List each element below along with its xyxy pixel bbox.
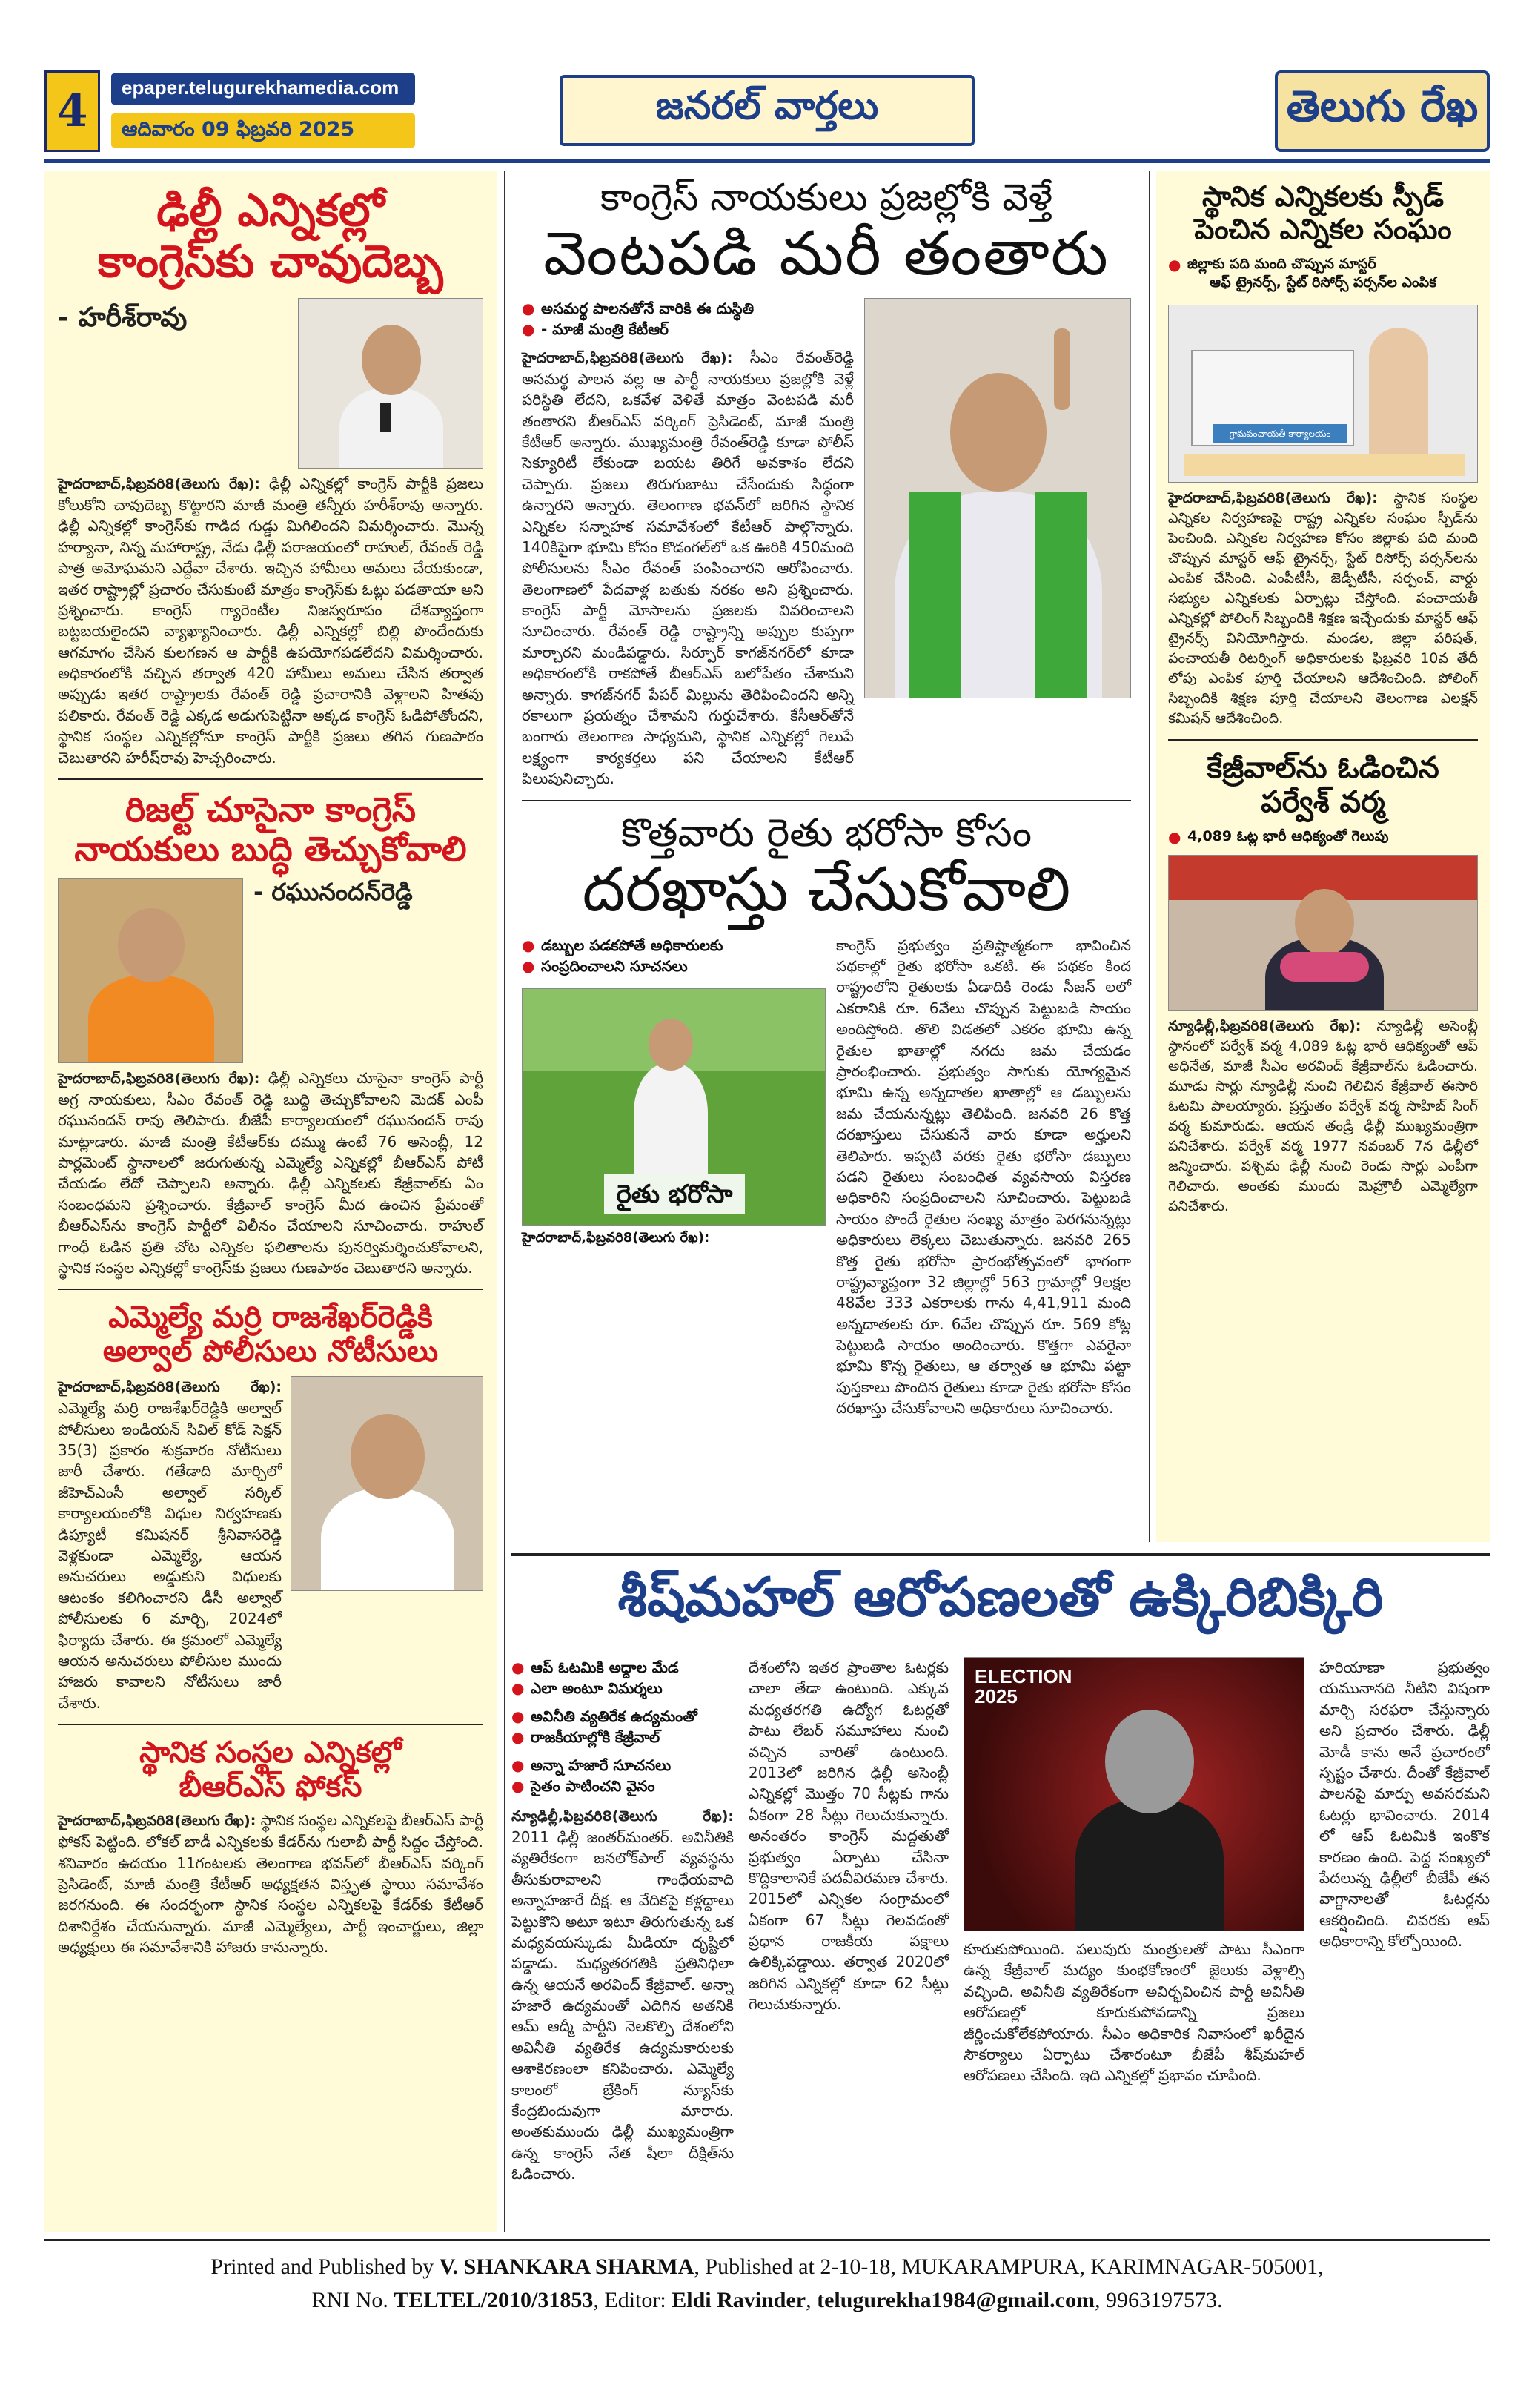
phone-number: , 9963197573. [1094, 2288, 1223, 2312]
byline: - హరీశ్‌రావు [58, 302, 188, 333]
story-election-commission [1168, 181, 1478, 729]
rni-number: TELTEL/2010/31853 [394, 2288, 594, 2312]
story-marri-rajashekar [58, 1300, 483, 1713]
dateline: హైదరాబాద్,ఫిబ్రవరి8(తెలుగు రేఖ): [58, 1813, 256, 1830]
dateline: హైదరాబాద్,ఫిబ్రవరి8(తెలుగు రేఖ): [58, 476, 260, 492]
kicker: కాంగ్రెస్ నాయకులు ప్రజల్లోకి వెళ్తే [600, 176, 1053, 219]
editor-prefix: , Editor: [593, 2288, 672, 2312]
story-raghunandan [58, 790, 483, 1278]
photo-sign-text: గ్రామపంచాయతీ కార్యాలయం [1213, 424, 1347, 443]
story-parvesh-verma [1168, 751, 1478, 1217]
article-body: హరియాణా ప్రభుత్వం యమునానది నీటిని విషంగా మార్చి సరఫరా చేస్తున్నారు అని ప్రచారం చేశారు. ఢిల్లీ మోడీ కాను అనే ప్రచారంలో స్పష్టం చేశారు. దీంతో కేజ్రీవాల్ పాలనపై మార్పు అవసరమని ఓటర్లు భావించారు. 2014 లో ఆప్ ఓటమికి ఇంకొక కారణం ఉంది. పెద్ద సంఖ్యలో పేదలున్న ఢిల్లీలో బీజేపీ తన వాగ్దానాలతో ఓటర్లను ఆకర్షించింది. చివరకు ఆప్ అధికారాన్ని కోల్పోయింది. [1319, 1658, 1490, 1951]
brand-logo: తెలుగు రేఖ [1275, 70, 1490, 152]
email-link[interactable]: telugurekha1984@gmail.com [817, 2288, 1095, 2312]
section-title: జనరల్ వార్తలు [560, 75, 975, 146]
byline: - రఘునందన్‌రెడ్డి [253, 877, 413, 906]
article-body: కూరుకుపోయింది. పలువురు మంత్రులతో పాటు సీఎంగా ఉన్న కేజ్రీవాల్ మద్యం కుంభకోణంలో జైలుకు వెళ్లాల్సి వచ్చింది. అవినీతి వ్యతిరేకంగా అవిర్భవించిన పార్టీ అవినీతి ఆరోపణల్లో కూరుకుపోవడాన్ని ప్రజలు జీర్ణించుకోలేకపోయారు. సీఎం అధికారిక నివాసంలో ఖరీదైన సౌకర్యాలు ఏర్పాటు చేశారంటూ బీజేపీ శీష్‌మహల్ ఆరోపణలు చేసింది. ఇది ఎన్నికల్లో ప్రభావం చూపింది. [964, 1940, 1304, 2085]
bullet-continued: ఆఫ్ ట్రైనర్స్, స్టేట్ రిసోర్స్ పర్సన్‌ల ఎంపిక [1209, 274, 1437, 291]
photo-overlay-text: రైతు భరోసా [604, 1174, 745, 1214]
bullet: ● ఆప్ ఓటమికి అద్దాల మేడ [511, 1657, 734, 1678]
issue-date: ఆదివారం 09 ఫిబ్రవరి 2025 [111, 113, 415, 148]
footer-rule [44, 2239, 1490, 2241]
bullet: ● అవినీతి వ్యతిరేక ఉద్యమంతో [511, 1706, 734, 1727]
bullet: ● - మాజీ మంత్రి కేటీఆర్ [522, 319, 854, 340]
page-number: 4 [44, 70, 100, 152]
article-body: 2011 ఢిల్లీ జంతర్‌మంతర్‌. అవినీతికి వ్యతిరేకంగా జనలోక్‌పాల్ వ్యవస్థను తీసుకురావాలని గాంధేయవాది అన్నాహజారే దీక్ష. ఆ వేదికపై కళ్లద్దాలు పెట్టుకొని అటూ ఇటూ తిరుగుతున్న ఒక మధ్యవయస్కుడు మీడియా దృష్టిలో పడ్డాడు. మధ్యతరగతికి ప్రతినిధిలా ఉన్న ఆయనే అరవింద్ కేజ్రీవాల్. అన్నా హజారే ఉద్యమంతో ఎదిగిన అతనికి ఆమ్ ఆద్మీ పార్టీని నెలకొల్పి దేశంలోని అవినీతి వ్యతిరేక ఉద్యమకారులకు ఆశాకిరణంలా కనిపించారు. ఎమ్మెల్యే కాలంలో బ్రేకింగ్‌ న్యూస్‌కు కేంద్రబిందువుగా మారారు. అంతకుముందు ఢిల్లీ ముఖ్యమంత్రిగా ఉన్న కాంగ్రెస్ నేత షీలా దీక్షిత్‌ను ఓడించారు. [511, 1828, 734, 2183]
bullet-continued: ● ఎలా అంటూ విమర్శలు [511, 1678, 734, 1698]
bullet: ● డబ్బుల పడకపోతే అధికారులకు [522, 935, 826, 956]
raghunandan-photo [58, 878, 243, 1063]
headline: బీఆర్ఎస్ ఫోకస్ [179, 1770, 362, 1805]
kejriwal-photo [964, 1657, 1304, 1931]
email-prefix: , [806, 2288, 818, 2312]
headline: ఢిల్లీ ఎన్నికల్లో [156, 185, 385, 236]
harish-rao-photo [298, 298, 483, 469]
headline: ఎమ్మెల్యే మర్రి రాజశేఖర్‌రెడ్డికి [108, 1300, 433, 1335]
article-body: స్థానిక సంస్థల ఎన్నికల నిర్వహణపై రాష్ట్ర ఎన్నికల సంఘం స్పీడ్‌ను పెంచింది. ఎన్నికల నిర్వహణ కోసం జిల్లాకు పది మంది చొప్పున మాస్టర్ ఆఫ్ ట్రైనర్స్, స్టేట్ రిసోర్స్ పర్సన్‌లను ఎంపిక చేసింది. ఎంపీటీసీ, జెడ్పీటీసీ, సర్పంచ్, వార్డు సభ్యుల ఎన్నికలకు ఏర్పాట్లు చేస్తోంది. పంచాయతీ ఎన్నికల్లో పోలింగ్ సిబ్బందికి శిక్షణ ఇచ్చేందుకు మాస్టర్ ఆఫ్ ట్రైనర్స్ వినియోగిస్తారు. మండల, జిల్లా పరిషత్, పంచాయతీ రిటర్నింగ్ అధికారులకు ఫిబ్రవరి 10వ తేదీ లోపు ఎంపిక పూర్తి చేయాలని ఆదేశించింది. పోలింగ్ సిబ్బందికి శిక్షణ పూర్తి చేయాలని తెలంగాణ ఎలక్షన్ కమిషన్ ఆదేశించింది. [1168, 489, 1478, 727]
headline: శీష్‌మహల్ ఆరోపణలతో ఉక్కిరిబిక్కిరి [617, 1566, 1384, 1628]
headline: స్థానిక సంస్థల ఎన్నికల్లో [139, 1736, 402, 1770]
masthead [44, 70, 1490, 152]
farmer-photo [522, 988, 826, 1226]
headline: అల్వాల్ పోలీసులు నోటీసులు [102, 1334, 439, 1369]
panchayat-office-photo [1168, 305, 1478, 483]
dateline: హైదరాబాద్,ఫిబ్రవరి8(తెలుగు రేఖ): [1168, 489, 1378, 506]
bullet: ● 4,089 ఓట్ల భారీ ఆధిక్యంతో గెలుపు [1168, 827, 1478, 847]
headline: దరఖాస్తు చేసుకోవాలి [582, 855, 1071, 926]
article-body: న్యూఢిల్లీ అసెంబ్లీ స్థానంలో పర్వేశ్ వర్మ 4,089 ఓట్ల భారీ ఆధిక్యంతో ఆప్ అధినేత, మాజీ సీఎం అరవింద్ కేజ్రీవాల్‌ను ఓడించారు. మూడు సార్లు న్యూఢిల్లీ నుంచి గెలిచిన కేజ్రీవాల్ ఈసారి ఓటమి పాలయ్యారు. ప్రస్తుతం పర్వేశ్ వర్మ సాహిబ్ సింగ్ వర్మ కుమారుడు. ఆయన తండ్రి ఢిల్లీ ముఖ్యమంత్రిగా పనిచేశారు. పర్వేశ్ వర్మ 1977 నవంబర్ 7న ఢిల్లీలో జన్మించారు. పశ్చిమ ఢిల్లీ నుంచి రెండు సార్లు ఎంపీగా గెలిచారు. అంతకు ముందు మెహ్రౌలీ ఎమ్మెల్యేగా పనిచేశారు. [1168, 1018, 1478, 1214]
article-body: సీఎం రేవంత్‌రెడ్డి అసమర్థ పాలన వల్ల ఆ పార్టీ నాయకులు ప్రజల్లోకి వెళ్లే పరిస్థితి లేదని, ఒకవేళ వెళితే మాత్రం వెంటపడి మరీ తంతారని బీఆర్‌ఎస్ వర్కింగ్ ప్రెసిడెంట్, మాజీ మంత్రి కేటీఆర్ అన్నారు. ముఖ్యమంత్రి రేవంత్‌రెడ్డి కూడా పోలీస్ సెక్యూరిటీ లేకుండా బయట తిరిగే అవకాశం లేదని చెప్పారు. ప్రజలు తిరుగుబాటు చేసేందుకు సిద్ధంగా ఉన్నారని అన్నారు. తెలంగాణ భవన్‌లో జరిగిన స్థానిక ఎన్నికల సన్నాహక సమావేశంలో కేటీఆర్ పాల్గొన్నారు. 140కిపైగా భూమి కోసం కొడంగల్‌లో ఒక ఊరికి 450మంది పోలీసులను సీఎం రేవంత్ పంపించారని ఆరోపించారు. తెలంగాణలో పేదవాళ్ల బతుకు నరకం అని ప్రశ్నించారు. కాంగ్రెస్ పార్టీ మోసాలను ప్రజలకు వివరించాలని సూచించారు. రేవంత్ రెడ్డి రాష్ట్రాన్ని అప్పుల కుప్పగా మార్చారని మండిపడ్డారు. సిర్పూర్ కాగజ్‌నగర్‌లో కూడా అధికారంలోకి రాకపోతే బీఆర్ఎస్ బలోపేతం చేశామని అన్నారు. కాగజ్‌నగర్ పేపర్ మిల్లును తెరిపించిందని అన్ని రకాలుగా ప్రయత్నం చేశామని గుర్తుచేశారు. కేసీఆర్‌తోనే బంగారు తెలంగాణ సాధ్యమని, స్థానిక ఎన్నికల్లో గెలుపే లక్ష్యంగా కార్యకర్తలు పని చేయాలని కేటీఆర్ పిలుపునిచ్చారు. [522, 348, 854, 788]
headline: రిజల్ట్ చూసైనా కాంగ్రెస్ [125, 790, 417, 830]
story-harish-rao [58, 185, 483, 768]
election-label: ELECTION 2025 [975, 1665, 1072, 1708]
headline: కేజ్రీవాల్‌ను ఓడించిన [1207, 750, 1439, 785]
column-divider [1149, 171, 1150, 1542]
imprint-prefix: Printed and Published by [210, 2255, 440, 2279]
editor-name: Eldi Ravinder [672, 2288, 806, 2312]
article-body: ఎమ్మెల్యే మర్రి రాజశేఖర్‌రెడ్డికి అల్వాల్ పోలీసులు ఇండియన్ సివిల్ కోడ్ సెక్షన్ 35(3) ప్రకారం శుక్రవారం నోటీసులు జారీ చేశారు. గతేడాది మార్చిలో జీహెచ్‌ఎంసీ అల్వాల్ సర్కిల్ కార్యాలయంలోకి విధుల నిర్వహణకు డిప్యూటీ కమిషనర్ శ్రీనివాసరెడ్డి వెళ్లకుండా ఎమ్మెల్యే, ఆయన అనుచరులు అడ్డుకుని విధులకు ఆటంకం కలిగించారని డీసీ అల్వాల్ పోలీసులకు 6 మార్చి, 2024లో ఫిర్యాదు చేశారు. ఈ క్రమంలో ఎమ్మెల్యే ఆయన అనుచరులు పోలీసుల ముందు హాజరు కావాలని నోటీసులు జారీ చేశారు. [58, 1399, 282, 1712]
dateline: హైదరాబాద్,ఫిబ్రవరి8(తెలుగు రేఖ): [522, 1229, 710, 1246]
marri-rajashekar-photo [291, 1376, 483, 1591]
story-rythu-bharosa [522, 812, 1131, 1419]
headline: స్థానిక ఎన్నికలకు స్పీడ్ [1202, 180, 1444, 213]
bullet: ● జిల్లాకు పది మంది చొప్పున మాస్టర్ [1168, 254, 1478, 274]
middle-column [511, 171, 1141, 1542]
bullet: ● అన్నా హజారే సూచనలు [511, 1755, 734, 1776]
dateline: హైదరాబాద్,ఫిబ్రవరి8(తెలుగు రేఖ): [522, 349, 733, 366]
headline: వెంటపడి మరీ తంతారు [543, 218, 1110, 289]
right-column [1156, 171, 1490, 1542]
imprint-footer [44, 2250, 1490, 2317]
bullet: ● సంప్రదించాలని సూచనలు [522, 956, 826, 976]
column-divider [504, 171, 505, 2232]
bullet-continued: ● సైతం పాటించని వైనం [511, 1776, 734, 1796]
story-ktr [522, 176, 1131, 790]
bullet: ● అసమర్థ పాలనతోనే వారికి ఈ దుస్థితి [522, 298, 854, 319]
story-sheesh-mahal [511, 1553, 1490, 2232]
article-body: ఢిల్లీ ఎన్నికల్లో కాంగ్రెస్ పార్టీకి ప్రజలు కోలుకోని చావుదెబ్బ కొట్టారని మాజీ మంత్రి తన్నీరు హరీశ్‌రావు అన్నారు. ఢిల్లీ ఎన్నికల్లో కాంగ్రెస్‌కు గాడిద గుడ్డు మిగిలిందని విమర్శించారు. మొన్న హర్యానా, నిన్న మహారాష్ట్ర, నేడు ఢిల్లీ పరాజయంలో రాహుల్, రేవంత్ రెడ్డి పాత్ర అమోఘమని ఎద్దేవా చేశారు. ఇచ్చిన హామీలు అమలు చేయకుండా, ఇతర రాష్ట్రాల్లో ప్రచారం చేసుకుంటే మాత్రం కాంగ్రెస్‌కు ఓట్లు పడతాయా అని ప్రశ్నించారు. కాంగ్రెస్ గ్యారెంటీల నిజస్వరూపం దేశవ్యాప్తంగా బట్టబయలైందని వ్యాఖ్యానించారు. ఢిల్లీ ఎన్నికల్లో బిల్లి పొందేందుకు ఆగమాగం చేసిన కులగణన ఆ పార్టీకి ఉపయోగపడలేదని విమర్శించారు. అధికారంలోకి వచ్చిన తర్వాత 420 హామీలు అమలు చేసిన తర్వాత అప్పుడు ఇతర రాష్ట్రాలకు రేవంత్ రెడ్డి ప్రచారానికి వెళ్లాలని హితవు పలికారు. రేవంత్ రెడ్డి ఎక్కడ అడుగుపెట్టినా అక్కడ కాంగ్రెస్ ఓడిపోతోందని, స్థానిక సంస్థల ఎన్నికల్లోనూ కాంగ్రెస్ పార్టీకి ప్రజలు తగిన గుణపాఠం చెబుతారని హరీష్‌రావు హెచ్చరించారు. [58, 474, 484, 767]
headline: పెంచిన ఎన్నికల సంఘం [1194, 212, 1452, 245]
dateline: హైదరాబాద్,ఫిబ్రవరి8(తెలుగు రేఖ): [58, 1379, 282, 1396]
masthead-rule [44, 159, 1490, 163]
imprint-address: , Published at 2-10-18, MUKARAMPURA, KARIMNAGAR-505001, [694, 2255, 1324, 2279]
ktr-photo [864, 298, 1131, 698]
article-body: దేశంలోని ఇతర ప్రాంతాల ఓటర్లకు చాలా తేడా ఉంటుంది. ఎక్కువ మధ్యతరగతి ఉద్యోగ ఓటర్లతో పాటు లేబర్ సమూహాలు నుంచి వచ్చిన వారితో ఉంటుంది. 2013లో జరిగిన ఢిల్లీ అసెంబ్లీ ఎన్నికల్లో మొత్తం 70 సీట్లకు గాను ఏకంగా 28 సీట్లు గెలుచుకున్నారు. అనంతరం కాంగ్రెస్ మద్దతుతో ప్రభుత్వం ఏర్పాటు చేసినా కొద్దికాలానికే పదవీవిరమణ చేశారు. 2015లో ఎన్నికల సంగ్రామంలో ఏకంగా 67 సీట్లు గెలవడంతో ప్రధాన రాజకీయ పక్షాలు ఉలిక్కిపడ్డాయి. తర్వాత 2020లో జరిగిన ఎన్నికల్లో కూడా 62 సీట్లు గెలుచుకున్నారు. [749, 1658, 949, 2014]
dateline: న్యూఢిల్లీ,ఫిబ్రవరి8(తెలుగు రేఖ): [511, 1808, 734, 1825]
headline: పర్వేశ్ వర్మ [1261, 784, 1385, 819]
publisher-name: V. SHANKARA SHARMA [439, 2255, 694, 2279]
bullet-continued: ● రాజకీయాల్లోకి కేజ్రీవాల్ [511, 1727, 734, 1747]
article-body: స్థానిక సంస్థల ఎన్నికలపై బీఆర్‌ఎస్ పార్టీ ఫోకస్ పెట్టింది. లోకల్ బాడీ ఎన్నికలకు కేడర్‌ను గులాబీ పార్టీ సిద్ధం చేస్తోంది. శనివారం ఉదయం 11గంటలకు తెలంగాణ భవన్‌లో బీఆర్ఎస్ వర్కింగ్ ప్రెసిడెంట్, మాజీ మంత్రి కేటీఆర్ అధ్యక్షతన విస్తృత స్థాయి సమావేశం జరగనుంది. ఈ సందర్భంగా స్థానిక సంస్థల ఎన్నికలపై కేడర్‌కు కేటీఆర్ దిశానిర్దేశం చేయనున్నారు. మాజీ ఎమ్మెల్యేలు, పార్టీ ఇంచార్జులు, జిల్లా అధ్యక్షులు ఈ సమావేశానికి హాజరు కానున్నారు. [58, 1811, 483, 1956]
parvesh-verma-photo [1168, 855, 1478, 1010]
headline: కాంగ్రెస్‌కు చావుదెబ్బ [98, 236, 443, 288]
left-column [44, 171, 497, 2232]
story-brs-focus [58, 1736, 483, 1957]
article-body: ఢిల్లీ ఎన్నికలు చూసైనా కాంగ్రెస్ పార్టీ అగ్ర నాయకులు, సీఎం రేవంత్ రెడ్డి బుద్ధి తెచ్చుకోవాలని మెదక్ ఎంపీ రఘునందన్ రావు తెలిపారు. బీజేపీ కార్యాలయంలో రఘునందన్ రావు మాట్లాడారు. మాజీ మంత్రి కేటీఆర్‌కు దమ్ము ఉంటే 76 అసెంబ్లీ, 12 పార్లమెంట్ స్థానాలలో జరుగుతున్న ఎమ్మెల్యే ఎన్నికల్లో బీఆర్ఎస్ పోటీ చేయడం లేదో చెప్పాలని అన్నారు. ఢిల్లీ ఎన్నికలకు కేజ్రీవాల్‌కు ఏం సంబంధమని ప్రశ్నించారు. కేజ్రీవాల్ కాంగ్రెస్‌ మీద ఉంచిన ప్రేమంతో బీఆర్ఎస్‌ను కాంగ్రెస్ పార్టీలో విలీనం చేయాలని సూచించారు. రాహుల్ గాంధీ ఓడిన ప్రతి చోట ఎన్నికల ఫలితాలను పునర్విమర్శించుకోవాలని, స్థానిక సంస్థల ఎన్నికల్లో కాంగ్రెస్‌కు ప్రజలు గుణపాఠం చెబుతారని అన్నారు. [58, 1068, 483, 1277]
dateline: న్యూఢిల్లీ,ఫిబ్రవరి8(తెలుగు రేఖ): [1168, 1018, 1362, 1035]
kicker: కొత్తవారు రైతు భరోసా కోసం [620, 810, 1032, 856]
headline: నాయకులు బుద్ధి తెచ్చుకోవాలి [74, 828, 467, 869]
dateline: హైదరాబాద్,ఫిబ్రవరి8(తెలుగు రేఖ): [58, 1070, 260, 1087]
rni-prefix: RNI No. [311, 2288, 394, 2312]
article-body: కాంగ్రెస్ ప్రభుత్వం ప్రతిష్టాత్మకంగా భావించిన పథకాల్లో రైతు భరోసా ఒకటి. ఈ పథకం కింద రాష్ట్రంలోని రైతులకు ఏడాదికి రెండు సీజన్ లలో ఎకరానికి రూ. 6వేలు చొప్పున పెట్టుబడి సాయం అందిస్తోంది. తొలి విడతలో ఎకరం భూమి ఉన్న రైతుల ఖాతాల్లో నగదు జమ చేయడం ప్రారంభించారు. ప్రభుత్వం సాగుకు యోగ్యమైన భూమి ఉన్న అన్నదాతల ఖాతాల్లో ఆ డబ్బులను జమ చేయనున్నట్లు తెలిపింది. జనవరి 26 కొత్త దరఖాస్తులు చేసుకునే వారు కూడా అర్హులని తెలిపారు. ఇప్పటి వరకు రైతు భరోసా డబ్బులు పడని రైతులు సంబంధిత వ్యవసాయ విస్తరణ అధికారిని సంప్రదించాలని సూచించారు. పెట్టుబడి సాయం పొందే రైతుల సంఖ్య మాత్రం పెరగనున్నట్లు అధికారులు లెక్కలు చెబుతున్నారు. జనవరి 265 కొత్త రైతు భరోసా ప్రారంభోత్సవంలో భాగంగా రాష్ట్రవ్యాప్తంగా 32 జిల్లాల్లో 563 గ్రామాల్లో 9లక్షల 48వేల 333 ఎకరాలకు గాను 4,41,911 మంది అన్నదాతలకు రూ. 6వేల చొప్పున రూ. 569 కోట్ల పెట్టుబడి సాయం అందించారు. కొత్తగా ఎవరైనా భూమి కొన్న రైతులు, ఆ తర్వాత ఆ భూమి పట్టా పుస్తకాలు పొందిన రైతులు కూడా రైతు భరోసా కోసం దరఖాస్తు చేసుకోవాలని అధికారులు సూచించారు. [836, 936, 1131, 1418]
site-url[interactable]: epaper.telugurekhamedia.com [111, 73, 415, 105]
